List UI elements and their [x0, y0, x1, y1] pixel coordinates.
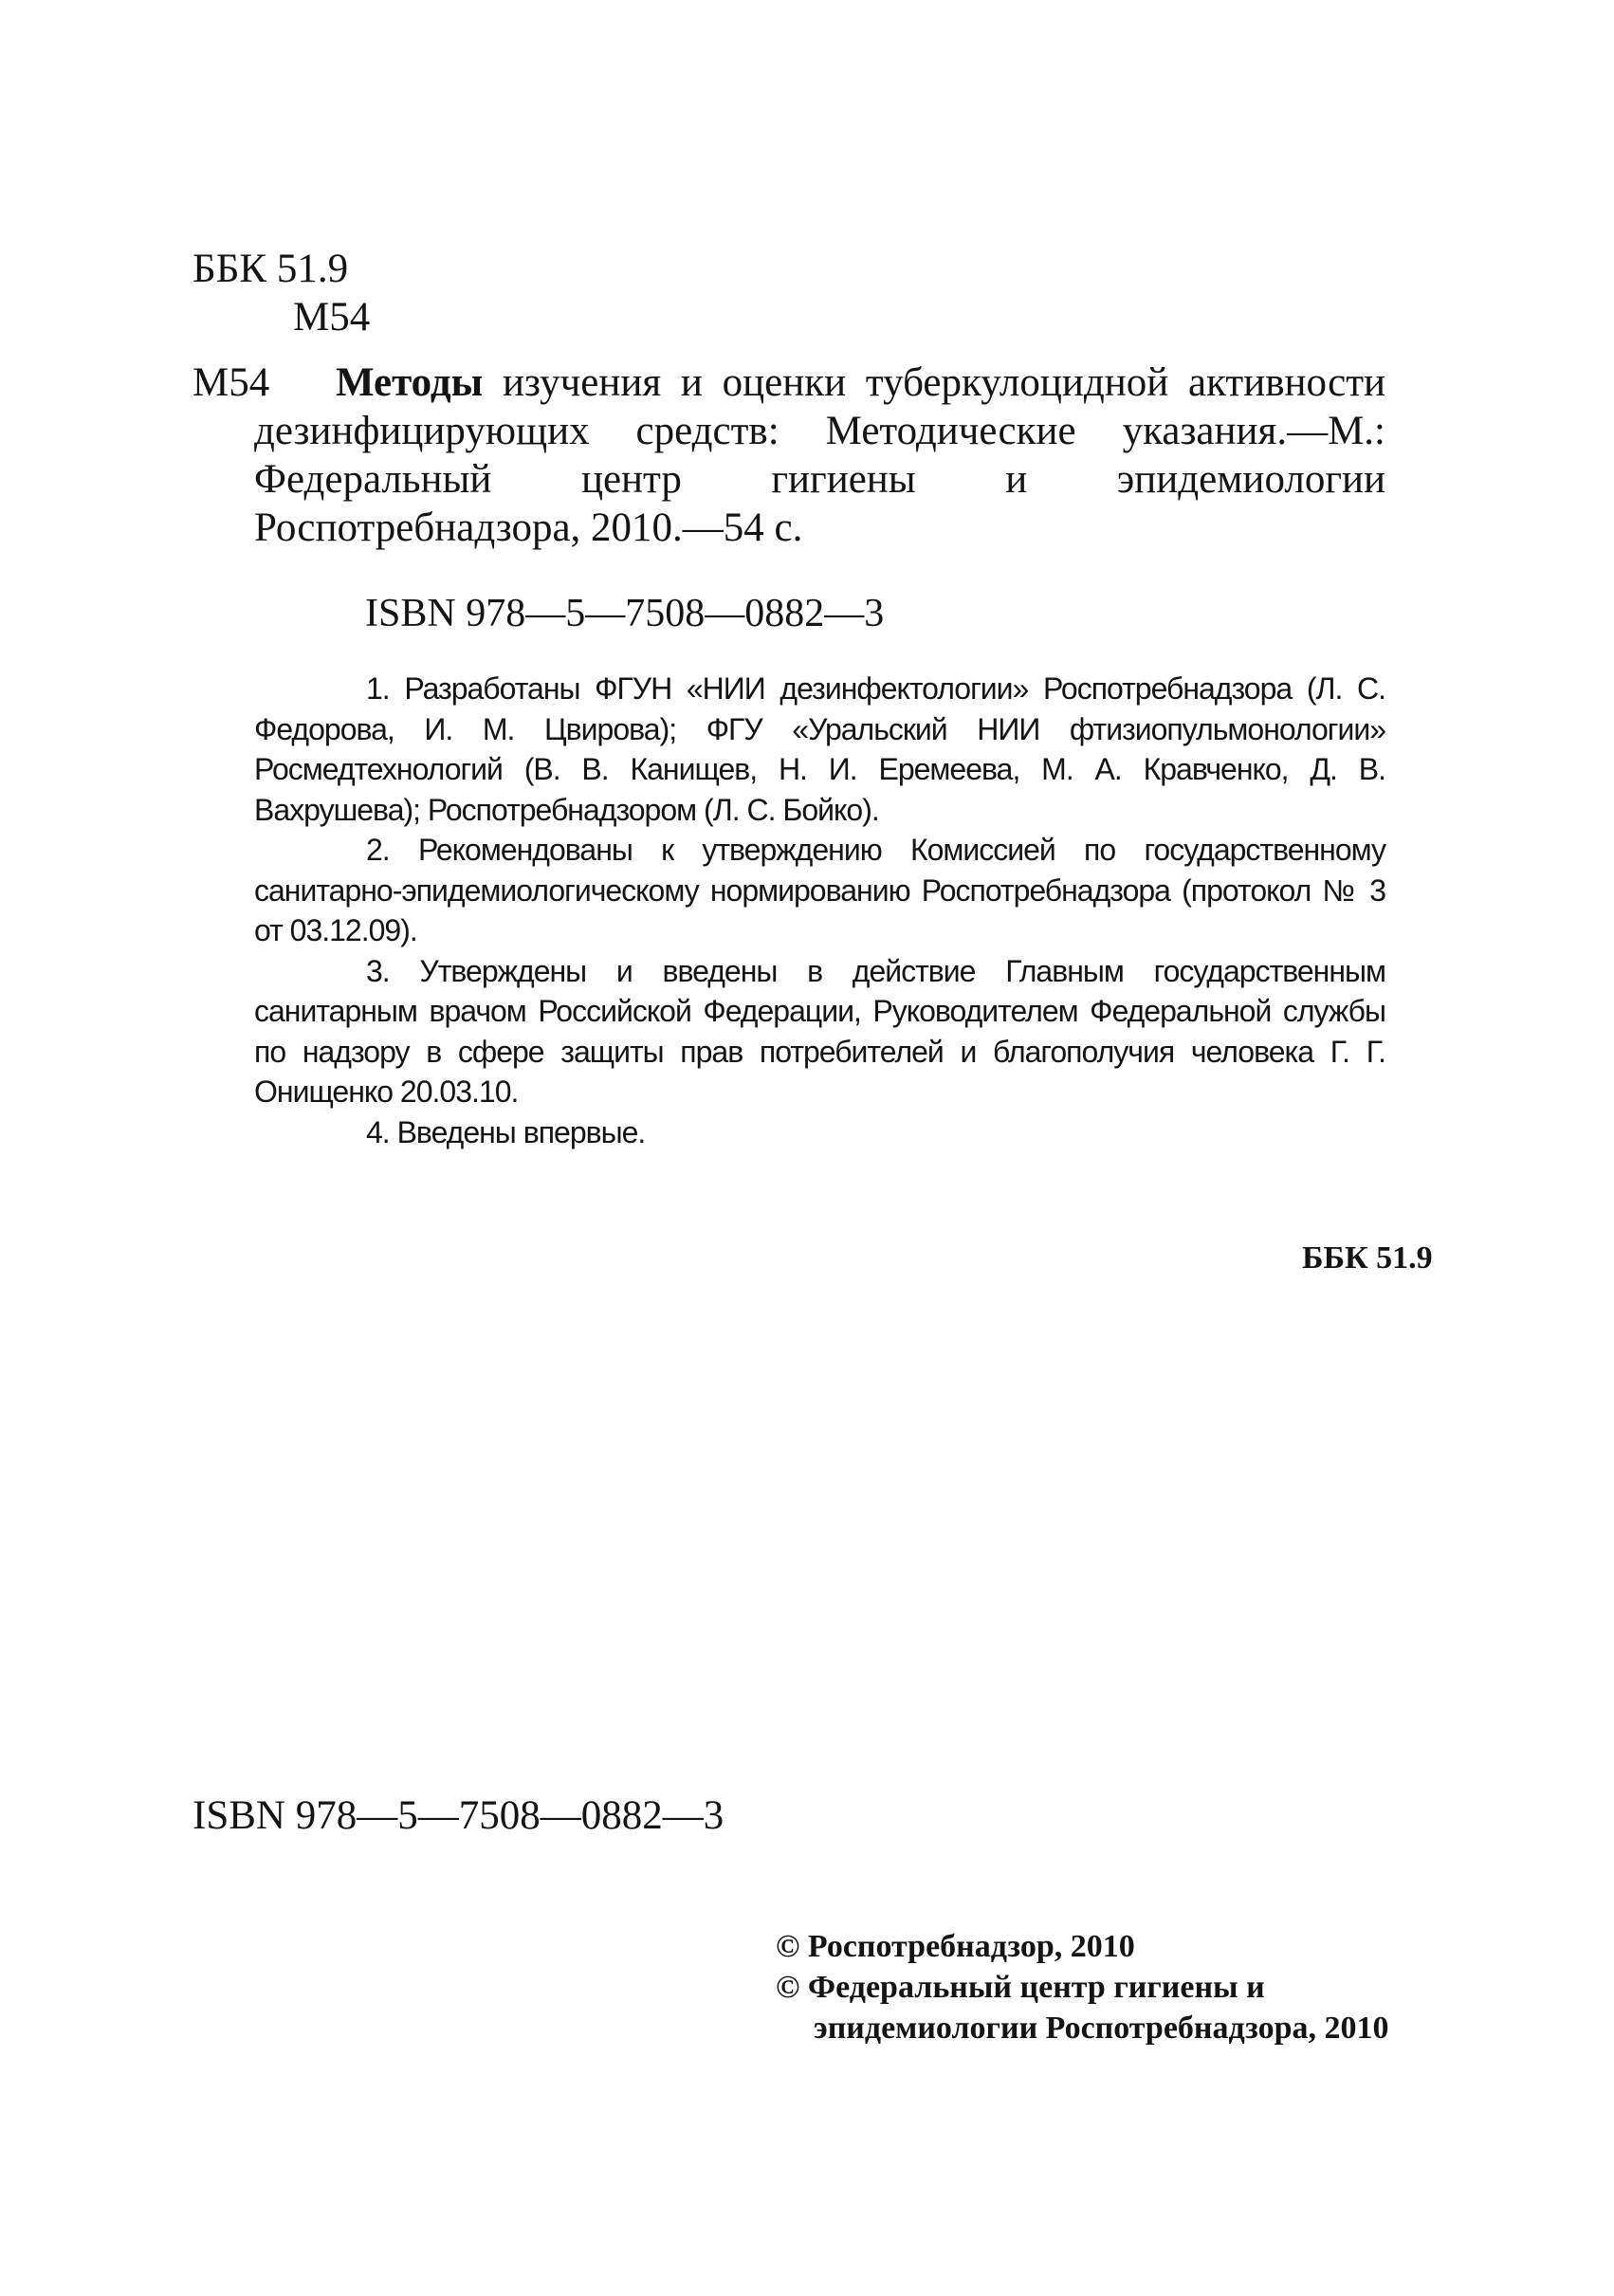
bib-record-text [254, 358, 1385, 552]
bib-title-bold: Методы [336, 360, 484, 405]
copyright-block [776, 1926, 1389, 2048]
bbk-header [193, 245, 370, 341]
copyright-line-2: © Федеральный центр гигиены и [776, 1970, 1265, 2005]
bbk-bottom: ББК 51.9 [1302, 1240, 1433, 1276]
notes-block [254, 669, 1385, 1152]
note-3: 3. Утверждены и введены в действие Главным государственным санитарным врачом Российской Федерации, Руководителем Федеральной службы по надзору в сфере защиты прав потребителей и благополучия человека Г. Г. Онищенко 20.03.10. [254, 953, 1385, 1109]
bib-record-sign: М54 [193, 360, 270, 405]
note-4: 4. Введены впервые. [366, 1114, 646, 1149]
author-sign: М54 [293, 295, 371, 340]
note-2: 2. Рекомендованы к утверждению Комиссией по государственному санитарно-эпидемиологическому нормированию Роспотребнадзора (протокол № 3 от 03.12.09). [254, 833, 1385, 947]
copyright-line-3: эпидемиологии Роспотребнадзора, 2010 [814, 2011, 1389, 2046]
bib-description: изучения и оценки туберкулоцидной активности дезинфицирующих средств: Методические указания.—М.: Федеральный центр гигиены и эпидемиологии Роспотребнадзора, 2010.—54 с. [254, 360, 1386, 550]
isbn-bottom: ISBN 978—5—7508—0882—3 [193, 1793, 724, 1838]
isbn-mid: ISBN 978—5—7508—0882—3 [365, 592, 885, 635]
bbk-code: ББК 51.9 [193, 247, 349, 291]
note-1: 1. Разработаны ФГУН «НИИ дезинфектологии» Роспотребнадзора (Л. С. Федорова, И. М. Цвирова); ФГУ «Уральский НИИ фтизиопульмонологии» Росмедтехнологий (В. В. Канищев, Н. И. Еремеева, М. А. Кравченко, Д. В. Вахрушева); Роспотребнадзором (Л. С. Бойко). [254, 671, 1385, 827]
bibliographic-record [254, 358, 1385, 552]
copyright-line-1: © Роспотребнадзор, 2010 [776, 1929, 1135, 1964]
